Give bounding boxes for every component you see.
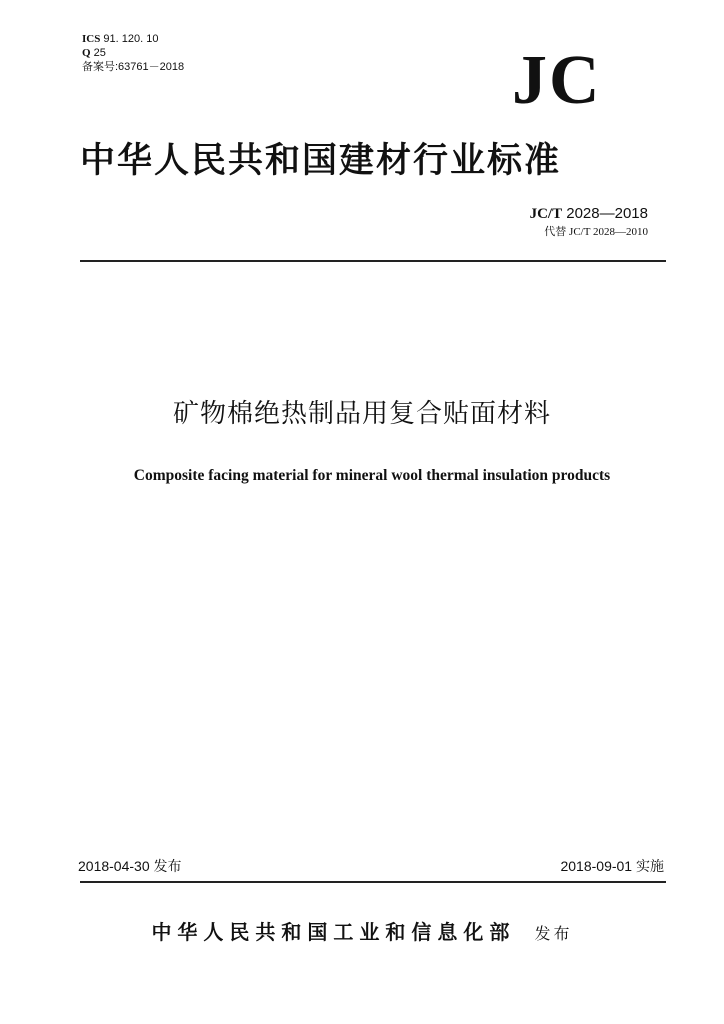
standard-series-title: 中华人民共和国建材行业标准: [80, 140, 562, 181]
ccs-label: Q: [82, 47, 91, 59]
header-divider: [80, 260, 666, 262]
issuer-line: [0, 916, 724, 945]
footer-divider: [80, 881, 666, 883]
standard-code-number: 2028—2018: [566, 205, 648, 222]
standard-code-block: [530, 204, 648, 240]
ics-line: [82, 32, 184, 46]
record-number: 备案号:63761－2018: [82, 61, 185, 73]
ics-label: ICS: [82, 33, 101, 45]
effective-date: 2018-09-01 实施: [560, 858, 664, 874]
document-title-en: Composite facing material for mineral wool thermal insulation products: [133, 467, 611, 484]
ccs-value: 25: [93, 47, 106, 59]
standard-code-prefix: JC/T: [529, 206, 563, 222]
ccs-line: [82, 46, 184, 60]
publish-date: 2018-04-30 发布: [78, 858, 182, 874]
classification-block: [82, 32, 184, 74]
issuing-authority: 中华人民共和国工业和信息化部: [151, 920, 516, 944]
document-title-cn: 矿物棉绝热制品用复合贴面材料: [172, 399, 551, 429]
standard-code: [530, 204, 648, 224]
replaces-code: 代替 JC/T 2028—2010: [544, 226, 648, 238]
issue-action: 发布: [534, 924, 573, 943]
jc-logo: JC: [512, 42, 602, 119]
ics-value: 91. 120. 10: [103, 33, 159, 45]
